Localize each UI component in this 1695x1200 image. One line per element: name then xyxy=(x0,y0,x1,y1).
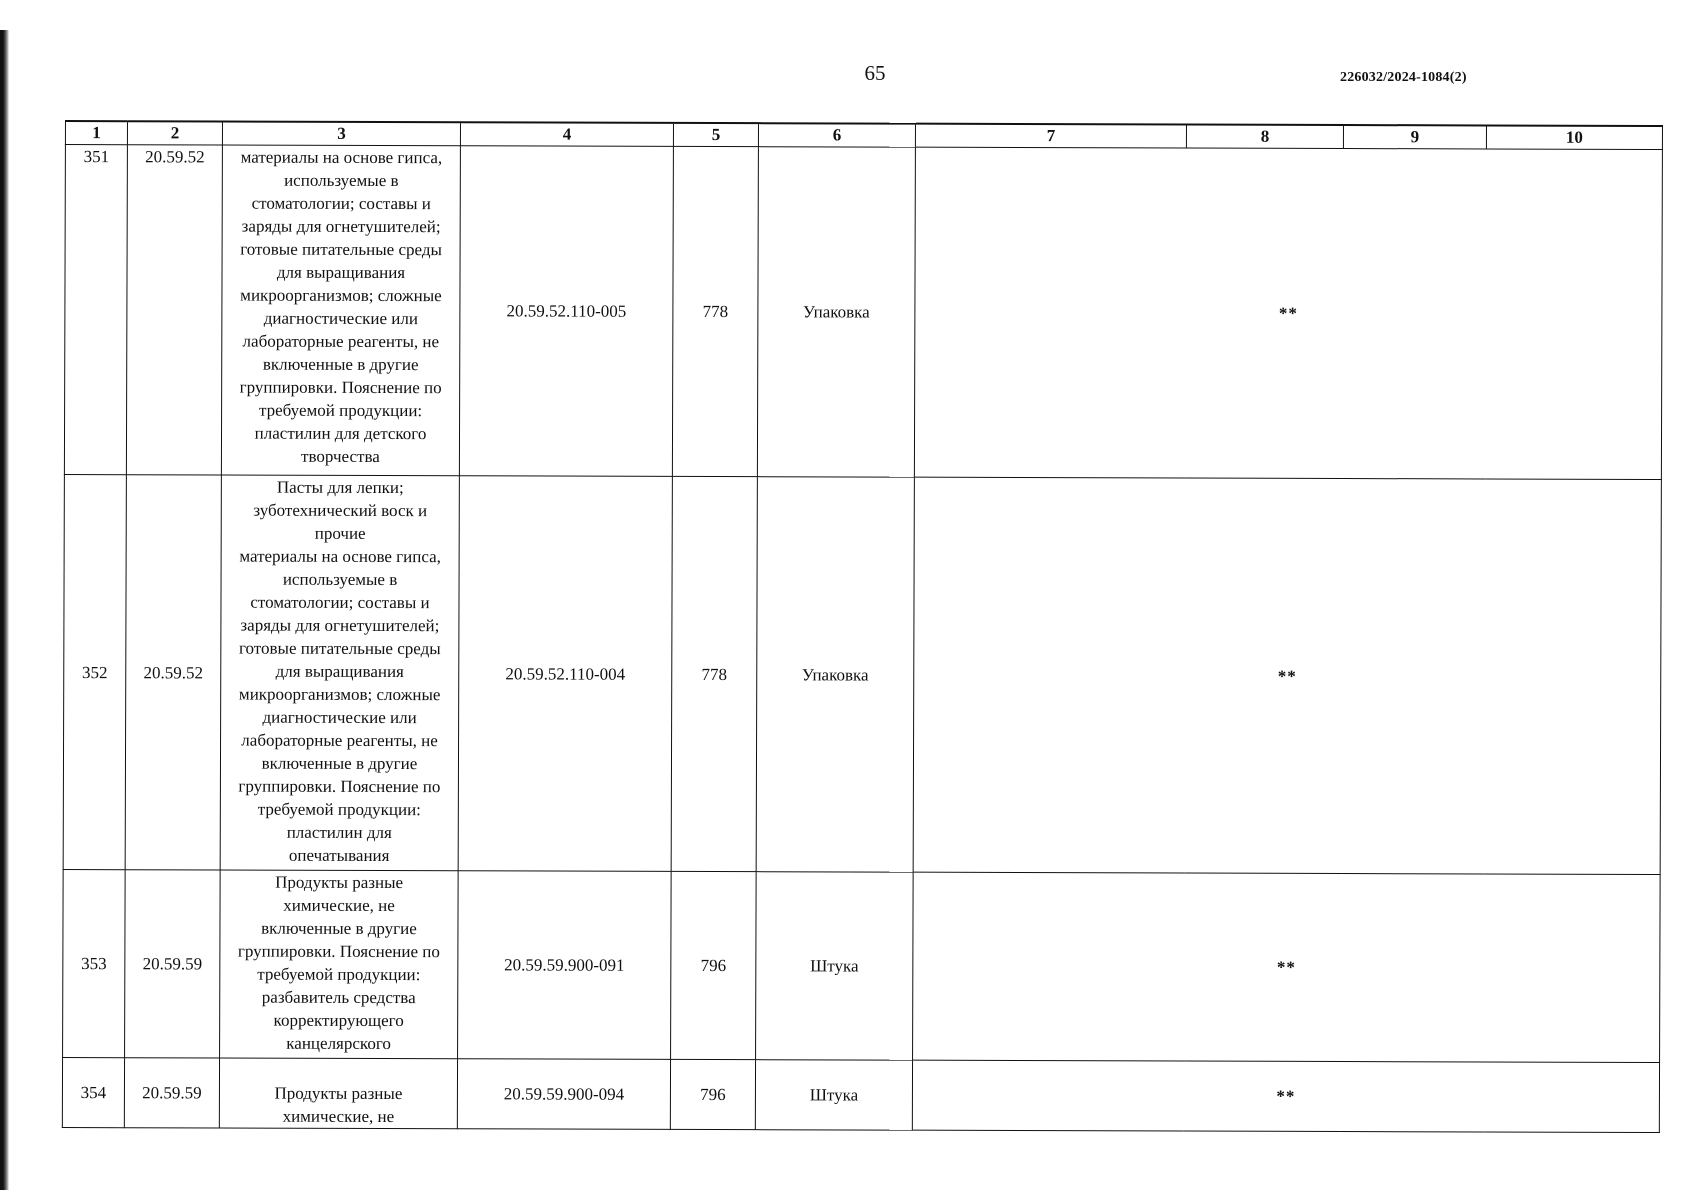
product-description xyxy=(221,145,460,476)
product-description xyxy=(219,1058,457,1129)
description-line: требуемой продукции: xyxy=(257,799,421,820)
description-line: творчества xyxy=(301,446,380,466)
description-line: стоматологии; составы и xyxy=(250,592,430,613)
document-number: 226032/2024-1084(2) xyxy=(1340,70,1467,85)
okei-code: 796 xyxy=(671,871,757,1059)
description-line: группировки. Пояснение по xyxy=(237,941,440,962)
unit-name: Штука xyxy=(755,1060,912,1130)
okei-code: 796 xyxy=(670,1059,755,1129)
okei-code: 778 xyxy=(671,476,757,871)
description-line: материалы на основе гипса, xyxy=(239,546,441,567)
description-line: стоматологии; составы и xyxy=(251,193,431,214)
description-line: химические, не xyxy=(282,1106,395,1127)
column-header-7: 7 xyxy=(915,124,1186,148)
merged-requirements-cell: ** xyxy=(914,147,1662,479)
unit-name: Упаковка xyxy=(757,147,915,477)
description-line: диагностические или xyxy=(262,707,417,728)
description-line: прочие xyxy=(314,523,366,543)
description-line: используемые в xyxy=(282,569,398,590)
table-row xyxy=(63,869,1661,1062)
description-line: для выращивания xyxy=(276,262,406,283)
description-line: готовые питательные среды xyxy=(240,239,442,260)
description-line: Продукты разные xyxy=(275,872,404,893)
description-line: группировки. Пояснение по xyxy=(239,377,442,398)
description-line: химические, не xyxy=(283,895,395,916)
row-number: 353 xyxy=(63,869,126,1057)
registry-table xyxy=(62,120,1663,1133)
description-line: группировки. Пояснение по xyxy=(238,776,441,797)
column-header-2: 2 xyxy=(127,121,222,145)
ktru-code: 20.59.59.900-091 xyxy=(458,871,672,1060)
table-row xyxy=(62,1057,1659,1132)
description-line: микроорганизмов; сложные xyxy=(238,684,441,705)
column-header-3: 3 xyxy=(222,121,460,145)
description-line: включенные в другие xyxy=(262,354,419,375)
column-header-4: 4 xyxy=(460,122,673,146)
description-line: Продукты разные xyxy=(274,1083,403,1104)
okpd-code: 20.59.52 xyxy=(126,145,222,475)
description-line: лабораторные реагенты, не xyxy=(242,331,440,352)
okei-code: 778 xyxy=(672,146,758,476)
description-line: пластилин для xyxy=(286,822,392,843)
description-line: канцелярского xyxy=(286,1033,391,1054)
description-line: заряды для огнетушителей; xyxy=(241,216,441,237)
column-header-8: 8 xyxy=(1186,125,1343,149)
description-line: требуемой продукции: xyxy=(257,964,421,985)
table-row xyxy=(63,474,1661,874)
description-line: включенные в другие xyxy=(261,753,418,774)
unit-name: Упаковка xyxy=(756,477,914,872)
column-header-10: 10 xyxy=(1486,125,1662,149)
ktru-code: 20.59.59.900-094 xyxy=(457,1059,670,1130)
okpd-code: 20.59.52 xyxy=(125,475,221,870)
okpd-code: 20.59.59 xyxy=(125,870,221,1058)
description-line: опечатывания xyxy=(288,845,390,866)
product-description xyxy=(220,475,459,871)
description-line: для выращивания xyxy=(275,661,404,682)
column-header-9: 9 xyxy=(1343,125,1486,149)
merged-requirements-cell: ** xyxy=(912,1060,1659,1132)
description-line: используемые в xyxy=(284,170,399,191)
column-header-5: 5 xyxy=(673,123,758,147)
description-line: корректирующего xyxy=(273,1010,404,1031)
row-number: 351 xyxy=(64,145,127,475)
description-line: материалы на основе гипса, xyxy=(240,147,443,168)
okpd-code: 20.59.59 xyxy=(124,1058,219,1128)
row-number: 352 xyxy=(63,474,126,869)
ktru-code: 20.59.52.110-004 xyxy=(458,476,672,872)
description-line: зуботехнический воск и xyxy=(253,500,428,521)
product-description xyxy=(220,870,459,1059)
description-line xyxy=(221,1058,456,1082)
description-line: микроорганизмов; сложные xyxy=(240,285,442,306)
table-row xyxy=(64,145,1662,480)
description-line: пластилин для детского xyxy=(254,423,427,444)
row-number: 354 xyxy=(62,1057,124,1127)
description-line: готовые питательные среды xyxy=(238,638,441,659)
unit-name: Штука xyxy=(756,872,914,1060)
column-header-6: 6 xyxy=(758,123,915,147)
scan-edge-shadow xyxy=(0,30,9,1190)
description-line: разбавитель средства xyxy=(261,987,416,1008)
merged-requirements-cell: ** xyxy=(913,477,1661,874)
description-line: заряды для огнетушителей; xyxy=(240,615,440,636)
column-header-1: 1 xyxy=(65,121,127,145)
description-line: Пасты для лепки; xyxy=(276,477,404,498)
ktru-code: 20.59.52.110-005 xyxy=(459,146,673,477)
description-line: диагностические или xyxy=(263,308,419,329)
page-number: 65 xyxy=(864,61,886,85)
description-line: требуемой продукции: xyxy=(258,400,423,421)
merged-requirements-cell: ** xyxy=(913,872,1661,1062)
description-line: лабораторные реагенты, не xyxy=(241,730,438,751)
description-line: включенные в другие xyxy=(261,918,417,939)
